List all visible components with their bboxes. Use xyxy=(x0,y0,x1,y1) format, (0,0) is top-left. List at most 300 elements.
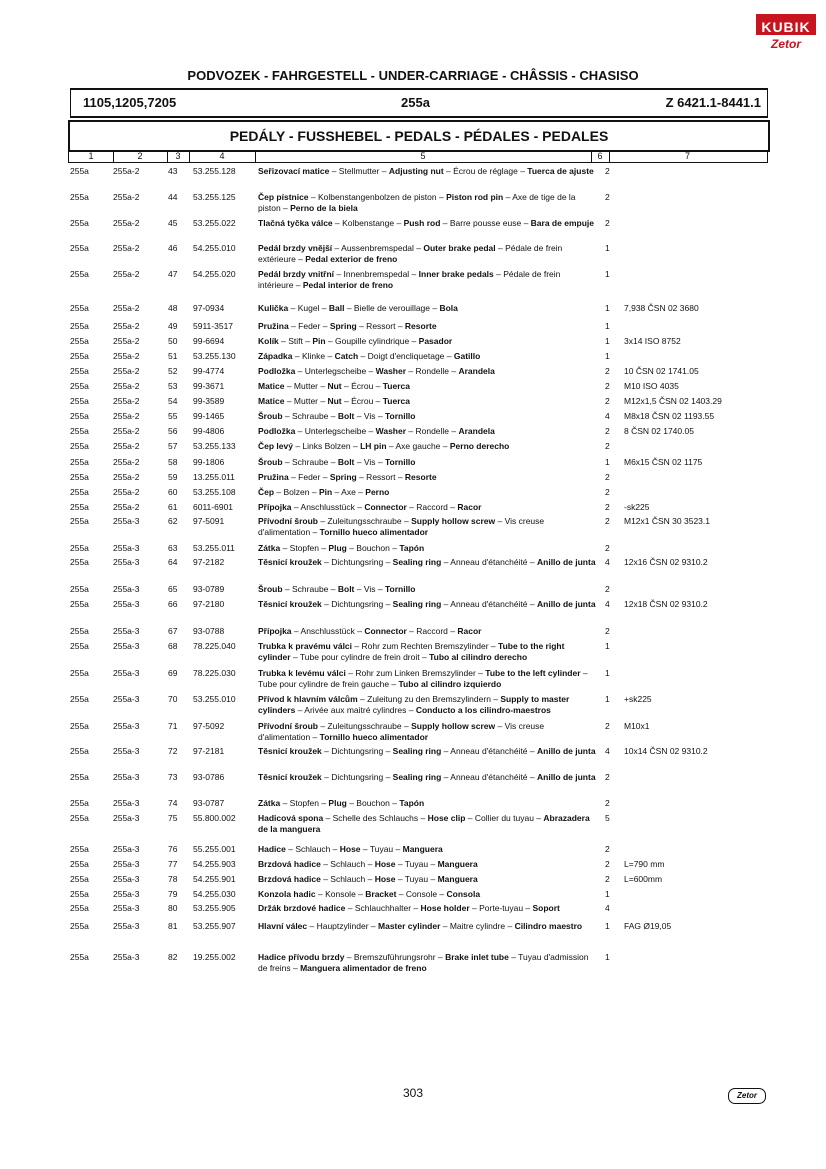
cell-c4: 53.255.011 xyxy=(193,543,235,553)
cell-c2: 255a-3 xyxy=(113,844,140,854)
desc-b2: Plug xyxy=(328,543,347,553)
desc-b3: Tubo al cilindro izquierdo xyxy=(398,679,502,689)
desc-b2: Brake inlet tube xyxy=(445,952,509,962)
desc-t2: – Raccord – xyxy=(406,502,458,512)
desc-t2: – Vis – xyxy=(354,457,385,467)
cell-c2: 255a-3 xyxy=(113,543,140,553)
cell-c1: 255a xyxy=(70,584,89,594)
cell-c3: 82 xyxy=(168,952,178,962)
desc-b: Pružina xyxy=(258,472,289,482)
cell-c3: 62 xyxy=(168,516,178,526)
desc-b: Kulička xyxy=(258,303,289,313)
cell-c4: 93-0789 xyxy=(193,584,225,594)
col-header-5: 5 xyxy=(255,151,592,162)
cell-c1: 255a xyxy=(70,641,89,651)
desc-b: Kolík xyxy=(258,336,279,346)
desc-t: – Feder – xyxy=(288,472,330,482)
desc-b3: Tornillo hueco alimentador xyxy=(319,527,429,537)
cell-c3: 52 xyxy=(168,366,178,376)
cell-c1: 255a xyxy=(70,192,89,202)
desc-t: – Aussenbremspedal – xyxy=(332,243,424,253)
cell-c3: 56 xyxy=(168,426,178,436)
cell-description xyxy=(258,472,598,483)
desc-t2: – Tuyau d'admission de freins – xyxy=(258,952,589,973)
desc-b: Pružina xyxy=(258,321,289,331)
desc-t: – Unterlegscheibe – xyxy=(295,366,376,376)
cell-c1: 255a xyxy=(70,844,89,854)
cell-c3: 54 xyxy=(168,396,178,406)
group-label: 255a xyxy=(401,95,430,110)
desc-t2: – Tuyau – xyxy=(360,844,403,854)
desc-t2: – Écrou de réglage – xyxy=(443,166,528,176)
desc-t2: – Raccord – xyxy=(406,626,458,636)
cell-c1: 255a xyxy=(70,721,89,731)
cell-c2: 255a-3 xyxy=(113,859,140,869)
cell-description xyxy=(258,487,598,498)
desc-b3: Tornillo xyxy=(384,584,416,594)
cell-c6: 2 xyxy=(605,472,610,482)
cell-description xyxy=(258,874,598,885)
desc-b3: Pedal interior de freno xyxy=(302,280,394,290)
cell-c4: 19.255.002 xyxy=(193,952,236,962)
desc-b2: Connector xyxy=(364,626,407,636)
cell-c6: 2 xyxy=(605,772,610,782)
desc-t2: – Maitre cylindre – xyxy=(440,921,515,931)
cell-description xyxy=(258,859,598,870)
cell-c1: 255a xyxy=(70,243,89,253)
desc-t2: – Bielle de verouillage – xyxy=(344,303,440,313)
cell-c6: 4 xyxy=(605,746,610,756)
cell-c4: 78.225.030 xyxy=(193,668,236,678)
cell-c1: 255a xyxy=(70,166,89,176)
cell-description xyxy=(258,557,598,568)
cell-c7: 10 ČSN 02 1741.05 xyxy=(624,366,699,376)
cell-c3: 75 xyxy=(168,813,178,823)
desc-t2: – Collier du tuyau – xyxy=(465,813,544,823)
cell-description xyxy=(258,746,598,757)
desc-b3: Tubo al cilindro derecho xyxy=(429,652,528,662)
cell-c4: 93-0786 xyxy=(193,772,225,782)
cell-c6: 2 xyxy=(605,626,610,636)
cell-c7: 12x18 ČSN 02 9310.2 xyxy=(624,599,708,609)
code-label: Z 6421.1-8441.1 xyxy=(665,95,761,110)
cell-c7: M8x18 ČSN 02 1193.55 xyxy=(624,411,715,421)
desc-t: – Konsole – xyxy=(315,889,366,899)
cell-c4: 55.255.001 xyxy=(193,844,236,854)
desc-t: – Feder – xyxy=(288,321,330,331)
cell-c6: 2 xyxy=(605,192,610,202)
zetor-footer-mark: Zetor xyxy=(728,1088,766,1104)
cell-c3: 53 xyxy=(168,381,178,391)
cell-c3: 58 xyxy=(168,457,178,467)
cell-c2: 255a-3 xyxy=(113,903,140,913)
desc-b3: Tornillo xyxy=(384,457,416,467)
desc-b3: Anillo de junta xyxy=(537,772,596,782)
cell-c6: 1 xyxy=(605,889,610,899)
cell-c4: 53.255.133 xyxy=(193,441,236,451)
desc-b: Těsnicí kroužek xyxy=(258,772,322,782)
cell-c3: 65 xyxy=(168,584,178,594)
desc-b2: Supply hollow screw xyxy=(411,516,496,526)
cell-c1: 255a xyxy=(70,921,89,931)
cell-c6: 2 xyxy=(605,166,610,176)
cell-c2: 255a-2 xyxy=(113,411,140,421)
desc-b: Zátka xyxy=(258,543,281,553)
desc-t: – Schraube – xyxy=(282,584,338,594)
cell-c3: 81 xyxy=(168,921,178,931)
desc-b3: Racor xyxy=(457,626,482,636)
desc-b2: Sealing ring xyxy=(392,557,442,567)
cell-description xyxy=(258,192,598,214)
desc-t2: – Rondelle – xyxy=(406,426,459,436)
desc-t2: – Vis – xyxy=(354,584,385,594)
cell-c6: 2 xyxy=(605,874,610,884)
desc-t2: – Ressort – xyxy=(356,321,405,331)
cell-c7: M12x1 ČSN 30 3523.1 xyxy=(624,516,710,526)
cell-c2: 255a-3 xyxy=(113,921,140,931)
desc-b2: Plug xyxy=(328,798,347,808)
cell-c4: 53.255.108 xyxy=(193,487,236,497)
desc-b: Pedál brzdy vnější xyxy=(258,243,333,253)
desc-b2: Connector xyxy=(364,502,407,512)
desc-b2: Pin xyxy=(312,336,326,346)
cell-description xyxy=(258,721,598,743)
page-number: 303 xyxy=(402,1086,424,1100)
cell-c7: -sk225 xyxy=(624,502,650,512)
desc-b: Čep pístnice xyxy=(258,192,309,202)
desc-t: – Bremszuführungsrohr – xyxy=(344,952,446,962)
desc-t: – Stellmutter – xyxy=(329,166,389,176)
cell-c4: 97-2182 xyxy=(193,557,225,567)
cell-c6: 1 xyxy=(605,351,610,361)
cell-c2: 255a-2 xyxy=(113,351,140,361)
cell-description xyxy=(258,641,598,663)
desc-t: – Schlauch – xyxy=(320,859,375,869)
desc-b: Seřizovací matice xyxy=(258,166,330,176)
cell-c2: 255a-3 xyxy=(113,584,140,594)
desc-b: Trubka k pravému válci xyxy=(258,641,353,651)
cell-description xyxy=(258,668,598,690)
cell-c7: M6x15 ČSN 02 1175 xyxy=(624,457,703,467)
cell-c4: 93-0787 xyxy=(193,798,225,808)
desc-t2: – Rondelle – xyxy=(406,366,459,376)
desc-t2: – Pédale de frein extérieure – xyxy=(258,243,563,264)
cell-c1: 255a xyxy=(70,269,89,279)
cell-c6: 5 xyxy=(605,813,610,823)
desc-b2: Spring xyxy=(329,472,357,482)
cell-c4: 97-2181 xyxy=(193,746,225,756)
cell-description xyxy=(258,396,598,407)
desc-b: Čep xyxy=(258,487,275,497)
desc-b2: Bracket xyxy=(365,889,397,899)
cell-c1: 255a xyxy=(70,502,89,512)
desc-b2: Nut xyxy=(327,396,342,406)
cell-description xyxy=(258,584,598,595)
cell-description xyxy=(258,599,598,610)
cell-c3: 49 xyxy=(168,321,178,331)
cell-c3: 63 xyxy=(168,543,178,553)
desc-t2: – Anneau d'étanchéité – xyxy=(441,557,537,567)
desc-b: Matice xyxy=(258,396,285,406)
cell-c3: 72 xyxy=(168,746,178,756)
cell-description xyxy=(258,921,598,932)
cell-c2: 255a-3 xyxy=(113,516,140,526)
desc-t2: – Tube pour cylindre de frein droit – xyxy=(290,652,430,662)
desc-b2: Master cylinder xyxy=(378,921,441,931)
cell-c4: 55.800.002 xyxy=(193,813,236,823)
cell-c2: 255a-2 xyxy=(113,366,140,376)
desc-t: – Dichtungsring – xyxy=(321,557,393,567)
desc-b3: Conducto a los cilindro-maestros xyxy=(415,705,551,715)
logo-top-text: KUBIK xyxy=(756,14,816,35)
desc-b3: Manguera xyxy=(437,859,478,869)
desc-b3: Abrazadera de la manguera xyxy=(258,813,590,834)
cell-c2: 255a-2 xyxy=(113,381,140,391)
cell-c1: 255a xyxy=(70,303,89,313)
cell-c6: 4 xyxy=(605,557,610,567)
desc-t: – Schraube – xyxy=(282,411,338,421)
cell-c2: 255a-3 xyxy=(113,694,140,704)
cell-c6: 2 xyxy=(605,218,610,228)
desc-b3: Tuerca de ajuste xyxy=(527,166,594,176)
cell-c1: 255a xyxy=(70,874,89,884)
cell-c2: 255a-2 xyxy=(113,243,140,253)
desc-t2: – Vis – xyxy=(354,411,385,421)
cell-c1: 255a xyxy=(70,772,89,782)
cell-c4: 13.255.011 xyxy=(193,472,235,482)
cell-c3: 66 xyxy=(168,599,178,609)
cell-c1: 255a xyxy=(70,411,89,421)
desc-t: – Rohr zum Linken Bremszylinder – xyxy=(345,668,486,678)
desc-b3: Consola xyxy=(446,889,481,899)
desc-b3: Racor xyxy=(457,502,482,512)
cell-c7: M12x1,5 ČSN 02 1403.29 xyxy=(624,396,722,406)
desc-b: Těsnicí kroužek xyxy=(258,557,322,567)
cell-c3: 77 xyxy=(168,859,178,869)
cell-c3: 55 xyxy=(168,411,178,421)
cell-c1: 255a xyxy=(70,218,89,228)
desc-b: Trubka k levému válci xyxy=(258,668,346,678)
desc-t: – Unterlegscheibe – xyxy=(295,426,376,436)
cell-c2: 255a-2 xyxy=(113,441,140,451)
desc-b3: Anillo de junta xyxy=(537,557,596,567)
cell-c4: 54.255.020 xyxy=(193,269,236,279)
desc-b3: Tapón xyxy=(399,543,425,553)
cell-description xyxy=(258,321,598,332)
cell-c4: 97-5091 xyxy=(193,516,225,526)
cell-c1: 255a xyxy=(70,626,89,636)
desc-t: – Schlauchhalter – xyxy=(345,903,421,913)
column-headers xyxy=(68,150,768,163)
cell-c6: 4 xyxy=(605,903,610,913)
cell-description xyxy=(258,952,598,974)
cell-c1: 255a xyxy=(70,952,89,962)
desc-t: – Stopfen – xyxy=(280,798,329,808)
cell-description xyxy=(258,516,598,538)
desc-b2: Catch xyxy=(334,351,359,361)
models-label: 1105,1205,7205 xyxy=(83,95,177,110)
cell-c6: 1 xyxy=(605,336,610,346)
desc-t2: – Pédale de frein intérieure – xyxy=(258,269,561,290)
desc-b: Čep levý xyxy=(258,441,293,451)
cell-c4: 99-3671 xyxy=(193,381,225,391)
desc-b2: Hose xyxy=(374,874,396,884)
cell-c4: 99-1806 xyxy=(193,457,225,467)
cell-c6: 1 xyxy=(605,921,610,931)
cell-c2: 255a-3 xyxy=(113,772,140,782)
desc-b2: LH pin xyxy=(360,441,387,451)
desc-t: – Schlauch – xyxy=(285,844,340,854)
cell-c1: 255a xyxy=(70,366,89,376)
page-title: PODVOZEK - FAHRGESTELL - UNDER-CARRIAGE - CHÂSSIS - CHASISO xyxy=(187,68,639,83)
cell-c2: 255a-2 xyxy=(113,487,140,497)
cell-description xyxy=(258,889,598,900)
cell-c2: 255a-2 xyxy=(113,321,140,331)
desc-b3: Tornillo hueco alimentador xyxy=(319,732,429,742)
desc-t2: – Barre pousse euse – xyxy=(440,218,531,228)
cell-c2: 255a-2 xyxy=(113,303,140,313)
desc-t2: – Porte-tuyau – xyxy=(469,903,533,913)
cell-c1: 255a xyxy=(70,472,89,482)
cell-c6: 2 xyxy=(605,584,610,594)
cell-c2: 255a-3 xyxy=(113,813,140,823)
desc-t: – Mutter – xyxy=(284,396,328,406)
desc-b: Konzola hadic xyxy=(258,889,316,899)
desc-b2: Outer brake pedal xyxy=(423,243,496,253)
desc-b3: Gatillo xyxy=(453,351,481,361)
desc-b3: Pasador xyxy=(418,336,453,346)
desc-t: – Links Bolzen – xyxy=(292,441,361,451)
cell-c7: 8 ČSN 02 1740.05 xyxy=(624,426,694,436)
cell-c1: 255a xyxy=(70,889,89,899)
desc-b2: Hose holder xyxy=(420,903,470,913)
desc-b2: Tube to the left cylinder xyxy=(485,668,581,678)
desc-t2: – Ressort – xyxy=(356,472,405,482)
desc-b3: Bara de empuje xyxy=(530,218,594,228)
cell-c2: 255a-2 xyxy=(113,502,140,512)
cell-c2: 255a-3 xyxy=(113,721,140,731)
cell-c4: 53.255.905 xyxy=(193,903,236,913)
desc-b2: Piston rod pin xyxy=(446,192,504,202)
cell-c3: 76 xyxy=(168,844,178,854)
cell-c4: 6011-6901 xyxy=(193,502,234,512)
cell-c3: 45 xyxy=(168,218,178,228)
cell-c4: 54.255.903 xyxy=(193,859,236,869)
desc-t: – Bolzen – xyxy=(274,487,319,497)
cell-c4: 99-3589 xyxy=(193,396,225,406)
desc-b3: Resorte xyxy=(404,472,437,482)
desc-b: Matice xyxy=(258,381,285,391)
cell-description xyxy=(258,218,598,229)
cell-description xyxy=(258,543,598,554)
cell-c6: 2 xyxy=(605,502,610,512)
desc-b2: Bolt xyxy=(337,457,355,467)
cell-c3: 74 xyxy=(168,798,178,808)
cell-description xyxy=(258,381,598,392)
cell-c6: 2 xyxy=(605,798,610,808)
cell-description xyxy=(258,351,598,362)
desc-t: – Innenbremspedal – xyxy=(334,269,419,279)
desc-t2: – Bouchon – xyxy=(346,543,400,553)
desc-b2: Push rod xyxy=(403,218,441,228)
cell-description xyxy=(258,166,598,177)
cell-c6: 1 xyxy=(605,243,610,253)
cell-description xyxy=(258,772,598,783)
desc-b: Těsnicí kroužek xyxy=(258,599,322,609)
desc-t2: – Tuyau – xyxy=(395,874,438,884)
desc-b2: Hose xyxy=(339,844,361,854)
logo-sub-text: Zetor xyxy=(771,37,801,51)
cell-c7: M10x1 xyxy=(624,721,650,731)
cell-description xyxy=(258,903,598,914)
cell-c1: 255a xyxy=(70,336,89,346)
cell-c7: 10x14 ČSN 02 9310.2 xyxy=(624,746,708,756)
desc-t2: – Bouchon – xyxy=(346,798,400,808)
cell-c2: 255a-2 xyxy=(113,269,140,279)
cell-description xyxy=(258,269,598,291)
cell-c2: 255a-2 xyxy=(113,396,140,406)
desc-t2: – Anneau d'étanchéité – xyxy=(441,772,537,782)
cell-c3: 70 xyxy=(168,694,178,704)
desc-b: Těsnicí kroužek xyxy=(258,746,322,756)
desc-t: – Anschlusstück – xyxy=(291,502,365,512)
cell-c2: 255a-3 xyxy=(113,746,140,756)
cell-c6: 1 xyxy=(605,321,610,331)
desc-t: – Zuleitung zu den Bremszylindern – xyxy=(357,694,501,704)
desc-t: – Schlauch – xyxy=(320,874,375,884)
desc-b2: Ball xyxy=(328,303,345,313)
cell-c7: +sk225 xyxy=(624,694,652,704)
cell-c6: 2 xyxy=(605,381,610,391)
desc-b: Zátka xyxy=(258,798,281,808)
desc-t2: – Console – xyxy=(396,889,447,899)
desc-t: – Dichtungsring – xyxy=(321,746,393,756)
desc-t2: – Anneau d'étanchéité – xyxy=(441,746,537,756)
desc-b3: Perno de la biela xyxy=(290,203,358,213)
desc-b: Přípojka xyxy=(258,502,292,512)
desc-b3: Manguera xyxy=(402,844,443,854)
cell-c3: 68 xyxy=(168,641,178,651)
desc-t: – Anschlusstück – xyxy=(291,626,365,636)
desc-b: Podložka xyxy=(258,366,296,376)
desc-t2: – Anneau d'étanchéité – xyxy=(441,599,537,609)
cell-c1: 255a xyxy=(70,746,89,756)
desc-t: – Mutter – xyxy=(284,381,328,391)
cell-c3: 50 xyxy=(168,336,178,346)
desc-t2: – Vis creuse d'alimentation – xyxy=(258,516,545,537)
cell-c3: 43 xyxy=(168,166,178,176)
cell-c2: 255a-3 xyxy=(113,889,140,899)
desc-b: Podložka xyxy=(258,426,296,436)
cell-c2: 255a-3 xyxy=(113,668,140,678)
cell-c6: 2 xyxy=(605,366,610,376)
cell-c2: 255a-3 xyxy=(113,626,140,636)
col-header-6: 6 xyxy=(591,151,610,162)
desc-b3: Arandela xyxy=(458,366,495,376)
desc-b2: Supply hollow screw xyxy=(411,721,496,731)
cell-c4: 99-6694 xyxy=(193,336,225,346)
desc-t: – Klinke – xyxy=(292,351,335,361)
col-header-1: 1 xyxy=(69,151,114,162)
desc-t: – Kolbenstange – xyxy=(332,218,404,228)
desc-b: Pedál brzdy vnitřní xyxy=(258,269,335,279)
cell-description xyxy=(258,457,598,468)
desc-b2: Washer xyxy=(375,366,407,376)
cell-c6: 1 xyxy=(605,694,610,704)
desc-b3: Anillo de junta xyxy=(537,746,596,756)
desc-b: Hadice xyxy=(258,844,286,854)
cell-c4: 54.255.901 xyxy=(193,874,236,884)
